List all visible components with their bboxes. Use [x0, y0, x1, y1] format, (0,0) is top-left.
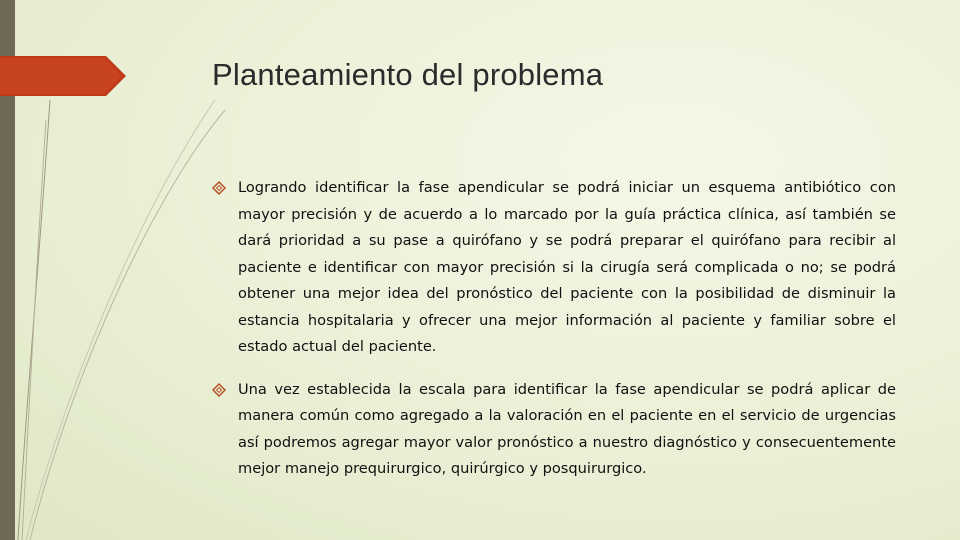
- diamond-outline-icon: [212, 181, 226, 195]
- bullet-item: [212, 377, 896, 483]
- bullet-item: [212, 175, 896, 361]
- bullet-text: Logrando identificar la fase apendicular se podrá iniciar un esquema antibiótico con mayor precisión y de acuerdo a lo marcado por la guía práctica clínica, así también se dará prioridad a su pase a quirófano y se podrá preparar el quirófano para recibir al paciente e identificar con mayor precisión si la cirugía será complicada o no; se podrá obtener una mejor idea del pronóstico del paciente con la posibilidad de disminuir la estancia hospitalaria y ofrecer una mejor información al paciente y familiar sobre el estado actual del paciente.: [238, 179, 896, 355]
- diamond-outline-icon: [212, 383, 226, 397]
- title-accent-arrow: [0, 56, 126, 96]
- bullet-list: [212, 175, 896, 499]
- bullet-text: Una vez establecida la escala para identificar la fase apendicular se podrá aplicar de manera común como agregado a la valoración en el paciente en el servicio de urgencias así podremos agregar mayor valor pronóstico a nuestro diagnóstico y consecuentemente mejor manejo prequirurgico, quirúrgico y posquirurgico.: [238, 380, 896, 477]
- slide-title: Planteamiento del problema: [212, 57, 604, 92]
